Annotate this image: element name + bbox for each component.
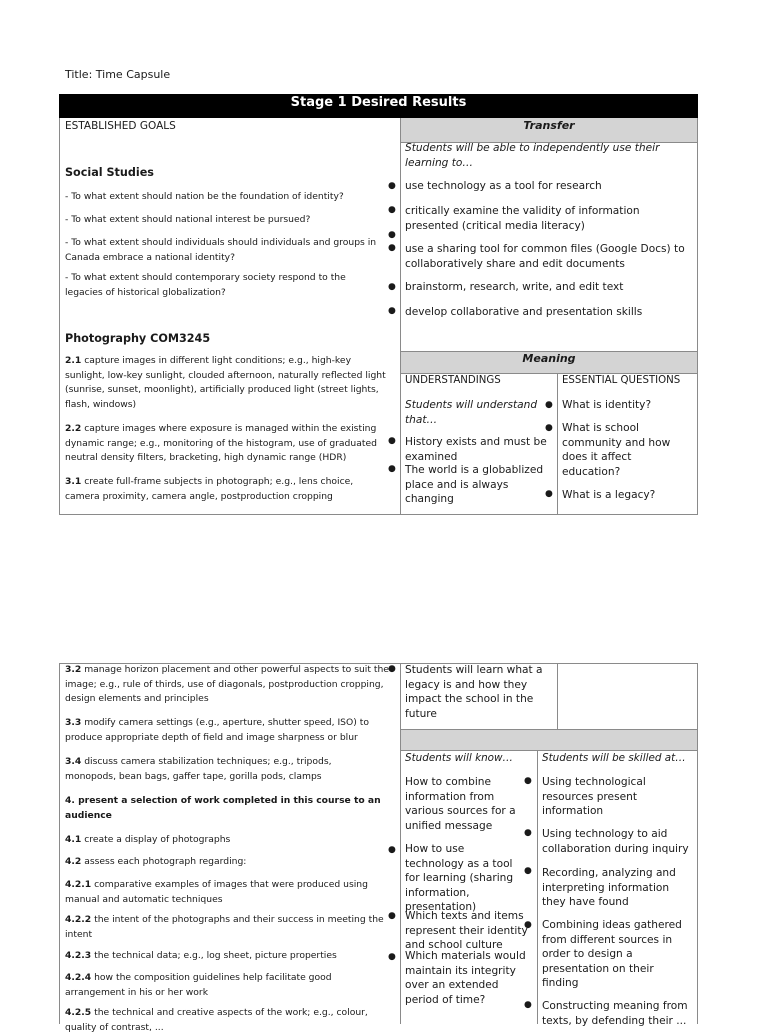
bullet-icon: ● bbox=[388, 464, 396, 474]
bullet-icon: ● bbox=[388, 230, 396, 240]
skilled-header: Students will be skilled at… bbox=[542, 752, 686, 764]
outcome-4-2-1: 4.2.1 comparative examples of images that were produced using manual and automatic techniques bbox=[65, 879, 368, 905]
outcome-3-1: 3.1 create full-frame subjects in photograph; e.g., lens choice, camera proximity, camera angle, postproduction cropping bbox=[65, 476, 354, 502]
skill-item: Using technological resources present information bbox=[542, 776, 646, 817]
outcome-4-2: 4.2 assess each photograph regarding: bbox=[65, 856, 247, 867]
understanding-item: Students will learn what a legacy is and how they impact the school in the future bbox=[405, 664, 543, 720]
understandings-intro: Students will understand that… bbox=[405, 399, 538, 426]
bullet-icon: ● bbox=[524, 866, 532, 876]
outcome-4-2-3: 4.2.3 the technical data; e.g., log sheet, picture properties bbox=[65, 950, 337, 961]
bullet-icon: ● bbox=[524, 920, 532, 930]
social-studies-item: - To what extent should nation be the foundation of identity? bbox=[65, 191, 344, 202]
goals-header: ESTABLISHED GOALS bbox=[65, 120, 176, 132]
know-item: Which materials would maintain its integrity over an extended period of time? bbox=[405, 950, 526, 1006]
bullet-icon: ● bbox=[388, 952, 396, 962]
document-title: Title: Time Capsule bbox=[65, 68, 171, 81]
bullet-icon: ● bbox=[388, 282, 396, 292]
bullet-icon: ● bbox=[545, 423, 553, 433]
skill-item: Using technology to aid collaboration during inquiry bbox=[542, 828, 689, 855]
photography-heading: Photography COM3245 bbox=[65, 332, 211, 345]
understandings-header: UNDERSTANDINGS bbox=[405, 375, 501, 386]
social-studies-item: - To what extent should contemporary society respond to the legacies of historical globalization? bbox=[65, 272, 346, 298]
outcome-4: 4. present a selection of work completed in this course to an audience bbox=[65, 795, 381, 821]
skill-item: Constructing meaning from texts, by defending their ... bbox=[542, 1000, 688, 1027]
know-item: Which texts and items represent their identity and school culture bbox=[405, 910, 528, 951]
social-studies-heading: Social Studies bbox=[65, 166, 154, 179]
essential-question: What is school community and how does it affect education? bbox=[562, 422, 671, 478]
essential-question: What is identity? bbox=[562, 399, 652, 411]
understanding-item: History exists and must be examined bbox=[405, 436, 547, 463]
stage-title-banner: Stage 1 Desired Results bbox=[59, 94, 698, 118]
social-studies-item: - To what extent should national interest be pursued? bbox=[65, 214, 311, 225]
bullet-icon: ● bbox=[524, 776, 532, 786]
transfer-item: use a sharing tool for common files (Google Docs) to collaboratively share and edit documents bbox=[405, 243, 685, 270]
bullet-icon: ● bbox=[545, 400, 553, 410]
bullet-icon: ● bbox=[388, 664, 396, 674]
essential-questions-header: ESSENTIAL QUESTIONS bbox=[562, 375, 681, 386]
acquisition-grey-bar bbox=[401, 730, 697, 750]
essential-question: What is a legacy? bbox=[562, 489, 656, 501]
social-studies-item: - To what extent should individuals should individuals and groups in Canada embrace a national identity? bbox=[65, 237, 377, 263]
bullet-icon: ● bbox=[388, 205, 396, 215]
transfer-header: Transfer bbox=[401, 118, 697, 142]
outcome-3-2: 3.2 manage horizon placement and other powerful aspects to suit the image; e.g., rule of thirds, use of diagonals, postproduction cropping, design elements and principles bbox=[65, 664, 389, 704]
outcome-4-1: 4.1 create a display of photographs bbox=[65, 834, 231, 845]
skill-item: Recording, analyzing and interpreting information they have found bbox=[542, 867, 676, 908]
meaning-header: Meaning bbox=[401, 352, 697, 373]
bullet-icon: ● bbox=[524, 1000, 532, 1010]
transfer-item: develop collaborative and presentation skills bbox=[405, 306, 643, 318]
bullet-icon: ● bbox=[388, 306, 396, 316]
know-item: How to use technology as a tool for learning (sharing information, presentation) bbox=[405, 843, 514, 913]
skill-item: Combining ideas gathered from different sources in order to design a presentation on their finding bbox=[542, 919, 682, 989]
bullet-icon: ● bbox=[388, 911, 396, 921]
outcome-4-2-2: 4.2.2 the intent of the photographs and their success in meeting the intent bbox=[65, 914, 384, 940]
transfer-item: use technology as a tool for research bbox=[405, 180, 602, 192]
outcome-2-1: 2.1 capture images in different light conditions; e.g., high-key sunlight, low-key sunlight, clouded afternoon, naturally reflected light (sunrise, sunset, moonlight), artificially produced light (street lights, flash, windows) bbox=[65, 355, 386, 410]
bullet-icon: ● bbox=[388, 181, 396, 191]
outcome-3-3: 3.3 modify camera settings (e.g., aperture, shutter speed, ISO) to produce appropriate depth of field and image sharpness or blur bbox=[65, 717, 369, 743]
transfer-item: critically examine the validity of information presented (critical media literacy) bbox=[405, 205, 640, 232]
know-item: How to combine information from various sources for a unified message bbox=[405, 776, 516, 832]
outcome-2-2: 2.2 capture images where exposure is managed within the existing dynamic range; e.g., monitoring of the histogram, use of graduated neutral density filters, bracketing, high dynamic range (HDR) bbox=[65, 423, 377, 463]
bullet-icon: ● bbox=[388, 436, 396, 446]
bullet-icon: ● bbox=[545, 489, 553, 499]
bullet-icon: ● bbox=[388, 845, 396, 855]
outcome-4-2-4: 4.2.4 how the composition guidelines help facilitate good arrangement in his or her work bbox=[65, 972, 332, 998]
transfer-intro: Students will be able to independently use their learning to… bbox=[405, 142, 660, 169]
bullet-icon: ● bbox=[524, 828, 532, 838]
transfer-item: brainstorm, research, write, and edit text bbox=[405, 281, 624, 293]
outcome-4-2-5: 4.2.5 the technical and creative aspects of the work; e.g., colour, quality of contrast, ... bbox=[65, 1007, 368, 1033]
know-header: Students will know… bbox=[405, 752, 513, 764]
outcome-3-4: 3.4 discuss camera stabilization techniques; e.g., tripods, monopods, bean bags, gaffer tape, gorilla pods, clamps bbox=[65, 756, 332, 782]
bullet-icon: ● bbox=[388, 243, 396, 253]
understanding-item: The world is a globablized place and is always changing bbox=[405, 464, 544, 505]
